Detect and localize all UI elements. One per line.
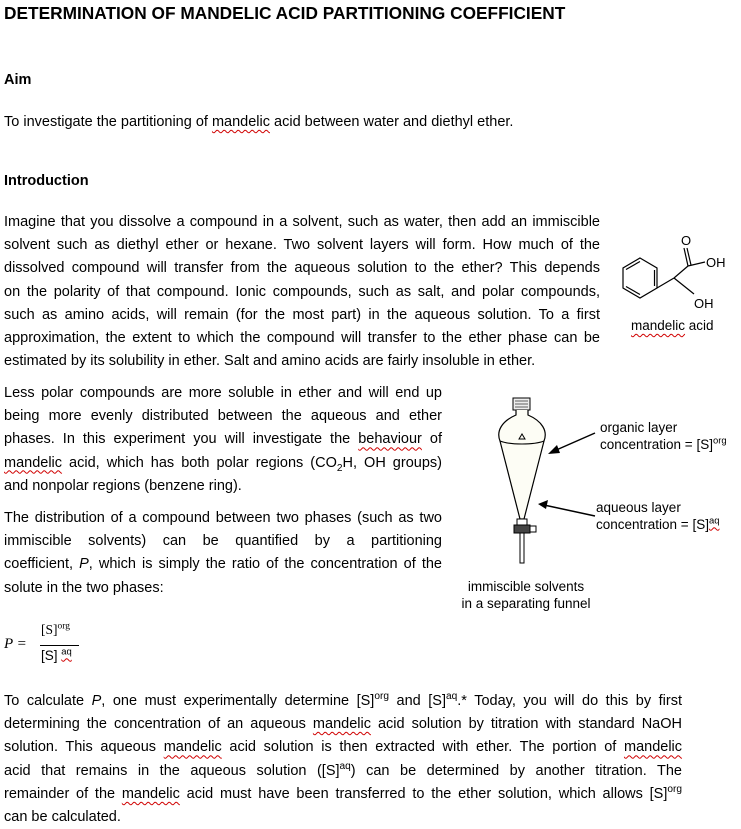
spell-mark: mandelic <box>4 454 63 471</box>
oh-label-bottom: OH <box>694 296 714 311</box>
text-line: can be calculated. <box>4 809 121 826</box>
text-line: solution. This aqueous mandelic acid solution is then extracted with ether. The portion of mandelic <box>4 739 683 756</box>
intro-paragraph-2 <box>4 382 442 498</box>
text-line: Imagine that you dissolve a compound in a solvent, such as water, then add an immiscible <box>4 214 600 230</box>
spell-mark: behaviour <box>358 431 422 448</box>
text-line: The distribution of a compound between two phases (such as two <box>4 510 442 526</box>
oh-label-top: OH <box>706 255 726 270</box>
text-line: being more evenly distributed between the aqueous and ether <box>4 408 442 425</box>
benzene-ring-icon <box>623 258 657 298</box>
text-line: such as amino acids, will remain (for the most part) in the aqueous solution. To a first <box>4 306 600 323</box>
formula-denominator: [S] $^{aq}$ <box>41 646 72 663</box>
spell-mark: mandelic <box>121 785 180 802</box>
text-line: coefficient, P, which is simply the ratio of the concentration of the <box>4 556 442 573</box>
oxygen-label: O <box>681 233 692 248</box>
text-line: solvent such as diethyl ether or hexane. Two solvent layers will form. How much of the <box>4 237 600 254</box>
intro-paragraph-1 <box>4 211 600 373</box>
molecule-bonds <box>657 248 705 294</box>
text-line: and nonpolar regions (benzene ring). <box>4 477 242 494</box>
text-line: approximation, the extent to which the compound will transfer to the ether phase can be <box>4 330 600 347</box>
text-line: To calculate P, one must experimentally determine $[S]^{org}$ and $[S]^{aq}.*$ Today, you will do this by first <box>4 691 682 709</box>
formula-lhs: P = <box>4 636 27 652</box>
text-line: solute in the two phases: <box>4 579 164 596</box>
spell-mark: mandelic <box>312 716 371 733</box>
funnel-caption: immiscible solvents in a separating funnel <box>461 579 591 611</box>
spell-mark: mandelic <box>211 114 270 130</box>
stopcock-key <box>514 525 530 533</box>
text-line: immiscible solvents) can be quantified by a partitioning <box>4 533 442 550</box>
spell-mark: mandelic <box>163 739 222 756</box>
introduction-heading: Introduction <box>4 173 89 189</box>
molecule-caption: mandelic acid <box>631 318 714 333</box>
text-line: determining the concentration of an aqueous mandelic acid solution by titration with standard NaOH <box>4 716 682 733</box>
fraction-bar <box>40 645 79 646</box>
page-title: DETERMINATION OF MANDELIC ACID PARTITIONING COEFFICIENT <box>4 3 566 23</box>
text-line: estimated by its solubility in ether. Salt and amino acids are fairly insoluble in ether. <box>4 353 536 370</box>
text-line: dissolved compound will transfer from the aqueous solution to the ether? This depends <box>4 260 600 277</box>
funnel-body <box>499 410 545 519</box>
text-line: mandelic acid, which has both polar regions ($CO_2H$, OH groups) <box>4 454 442 474</box>
aqueous-layer-label: aqueous layer concentration = $[S]^{aq}$ <box>596 500 720 532</box>
separating-funnel-diagram <box>490 395 600 575</box>
organic-arrow <box>554 433 595 451</box>
aqueous-arrow <box>544 505 595 516</box>
text-line: acid that remains in the aqueous solution $([S]^{aq})$ can be determined by another titration. The <box>4 760 682 779</box>
intro-paragraph-3 <box>4 507 442 600</box>
text-line: remainder of the mandelic acid must have been transferred to the ether solution, which allows $[S]^{org}$ <box>4 783 682 802</box>
funnel-stem <box>520 533 524 563</box>
text-line: phases. In this experiment you will investigate the behaviour of <box>4 431 442 448</box>
text-line: Less polar compounds are more soluble in ether and will end up <box>4 385 442 401</box>
aim-text: To investigate the partitioning of mandelic acid between water and diethyl ether. <box>4 114 514 130</box>
formula-numerator: $[S]^{org}$ <box>41 621 70 637</box>
text-line: on the polarity of that compound. Ionic compounds, such as salt, and polar compounds, <box>4 283 600 300</box>
intro-paragraph-4 <box>4 690 682 829</box>
organic-layer-label: organic layer concentration = $[S]^{org}$ <box>600 420 727 452</box>
spell-mark: mandelic <box>623 739 683 756</box>
aim-heading: Aim <box>4 72 32 88</box>
